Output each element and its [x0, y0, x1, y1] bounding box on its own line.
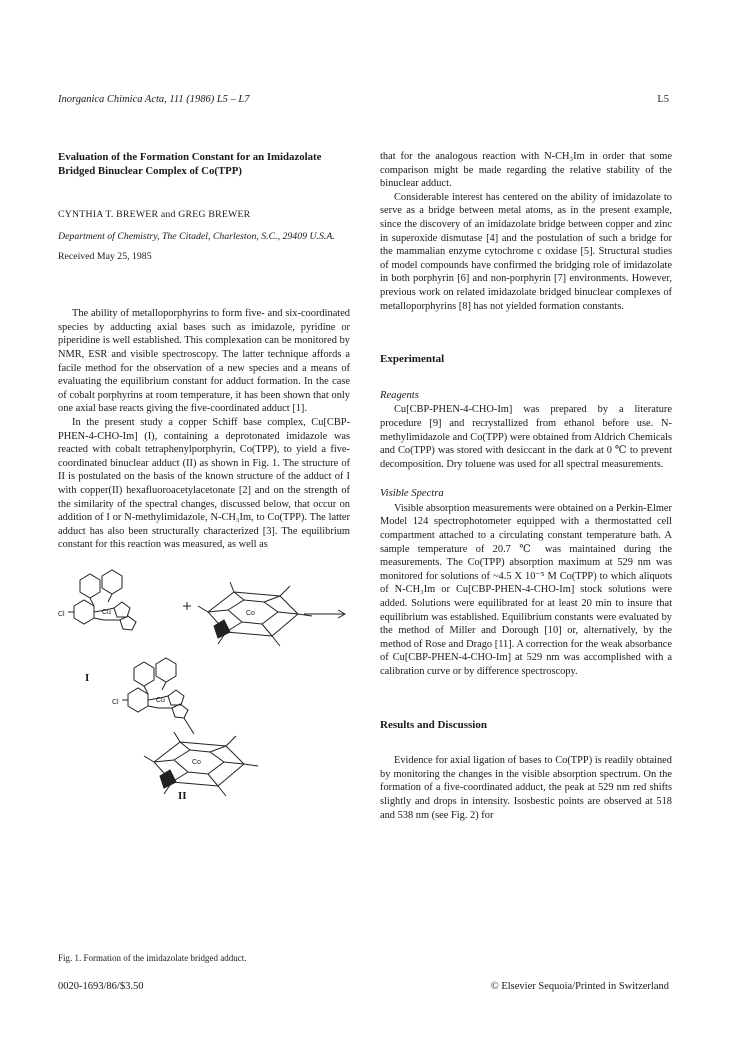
- figure-caption: Fig. 1. Formation of the imidazolate bridged adduct.: [58, 953, 247, 963]
- intro-paragraph-1: The ability of metalloporphyrins to form five- and six-coordinated species by adducting axial bases such as imidazole, pyridine or piperidine is well established. This complexation can be monitored by NMR, ESR and visible spectroscopy. The latter technique affords a facile method for the observation of a new species and a means of evaluating the equilibrium constant for adduct formation. In the case of cobalt porphyrins at room temperature, it has been shown that only one axial base reacts giving the five-coordinated adduct [1].: [58, 308, 350, 415]
- article-affiliation: Department of Chemistry, The Citadel, Charleston, S.C., 29409 U.S.A.: [58, 230, 335, 242]
- chlorine-atom-label: Cl: [58, 610, 65, 618]
- running-header-journal: Inorganica Chimica Acta, 111 (1986) L5 – L7: [58, 94, 250, 105]
- chlorine-atom-label: Cl: [112, 698, 119, 706]
- intro-paragraph-2: In the present study a copper Schiff base complex, Cu[CBP-PHEN-4-CHO-Im] (I), containing a deprotonated imidazole was reacted with cobalt tetraphenylporphyrin, Co(TPP), to yield a five-coordinated binuclear adduct (II) as shown in Fig. 1. The structure of II is postulated on the basis of the known structure of the adduct of I with copper(II) hexafluoroacetylacetonate [2] and on the strength of the similarity of the spectral changes, discussed below, that occur on addition of I or N-methylimidazole, N-CH₃Im, to Co(TPP). The latter adduct has also been structurally characterized [3]. The equilibrium constant for this reaction was measured, as well as: [58, 416, 350, 551]
- left-column: [58, 150, 350, 812]
- imidazolate-ring-icon: [120, 616, 136, 630]
- phenyl-ring-icon: [156, 658, 176, 682]
- section-heading-results: Results and Discussion: [380, 718, 487, 731]
- cobalt-atom-label: Co: [192, 758, 201, 766]
- phenyl-ring-icon: [102, 570, 122, 594]
- compound-label-I: I: [85, 671, 90, 684]
- bridging-imidazolate-icon: [172, 704, 188, 718]
- phenyl-ring-icon: [134, 662, 154, 686]
- footer-issn-code: 0020-1693/86/$3.50: [58, 981, 144, 992]
- chlorophenyl-ring-icon: [74, 600, 94, 624]
- running-header-page-number: L5: [657, 94, 669, 105]
- right-column: [380, 150, 672, 822]
- section-heading-experimental: Experimental: [380, 353, 445, 366]
- results-paragraph: Evidence for axial ligation of bases to Co(TPP) is readily obtained by monitoring the changes in the visible absorption spectrum. On the formation of a five-coordinated adduct, the peak at 529 nm red shifts slightly and drops in intensity. Isosbestic points are observed at 518 and 538 nm (see Fig. 2) for: [380, 755, 672, 821]
- reaction-scheme-drawing: [58, 566, 350, 812]
- figure-1: [58, 566, 350, 812]
- article-authors: CYNTHIA T. BREWER and GREG BREWER: [58, 209, 251, 220]
- imidazole-ring-icon: [168, 690, 184, 705]
- continued-paragraph: that for the analogous reaction with N-CH₃Im in order that some comparison might be made regarding the relative stability of the binuclear adduct.: [380, 151, 672, 190]
- article-title: Evaluation of the Formation Constant for an Imidazolate Bridged Binuclear Complex of Co(TPP): [58, 151, 322, 177]
- visible-spectra-paragraph: Visible absorption measurements were obtained on a Perkin-Elmer Model 124 spectrophotometer equipped with a thermostatted cell compartment attached to a circulating constant temperature bath. A sample temperature of 20.7 ℃ was maintained during the measurements. The Co(TPP) absorption maximum at 529 nm was monitored for solutions of ~4.5 X 10⁻⁵ M Co(TPP) to which aliquots of N-CH₃Im or Cu[CBP-PHEN-4-CHO-Im] stock solutions were added. Solutions were equilibrated for at least 20 min to insure that equilibrium was established. Equilibrium constants were evaluated by the method of Miller and Dorough [10] or, alternatively, by the method of Rose and Drago [11]. A correction for the weak absorbance of Cu[CBP-PHEN-4-CHO-Im] at 529 nm was accomplished with a calibration curve or by difference spectroscopy.: [380, 502, 672, 677]
- chlorophenyl-ring-icon: [128, 688, 148, 712]
- cobalt-atom-label: Co: [246, 609, 255, 617]
- received-date: Received May 25, 1985: [58, 250, 152, 262]
- subheading-reagents: Reagents: [380, 389, 419, 401]
- footer-copyright: © Elsevier Sequoia/Printed in Switzerland: [490, 981, 669, 992]
- compound-label-II: II: [178, 789, 187, 802]
- intro-paragraph-3: Considerable interest has centered on the ability of imidazolate to serve as a bridge between metal atoms, as in the present example, since the discovery of an imidazolate bridge between copper and zinc in superoxide dismutase [4] and the postulation of such a bridge for the mammalian enzyme cytochrome c oxidase [5]. Structural studies of model compounds have confirmed the bridging role of imidazolate in both porphyrin [6] and non-porphyrin [7] environments. However, previous work on related imidazolate bridged binuclear complexes of metalloporphyrins [8] has not yielded formation constants.: [380, 191, 672, 312]
- phenyl-ring-icon: [80, 574, 100, 598]
- reagents-paragraph: Cu[CBP-PHEN-4-CHO-Im] was prepared by a literature procedure [9] and recrystallized from ethanol before use. N-methylimidazole and Co(TPP) were obtained from Aldrich Chemicals and Co(TPP) was stored with desiccant in the dark at 0 ℃ to prevent decomposition. Dry toluene was used for all spectral measurements.: [380, 404, 672, 470]
- copper-atom-label: Cu: [102, 608, 111, 616]
- imidazole-ring-icon: [114, 602, 130, 617]
- copper-atom-label: Cu: [156, 696, 165, 704]
- subheading-visible-spectra: Visible Spectra: [380, 488, 444, 500]
